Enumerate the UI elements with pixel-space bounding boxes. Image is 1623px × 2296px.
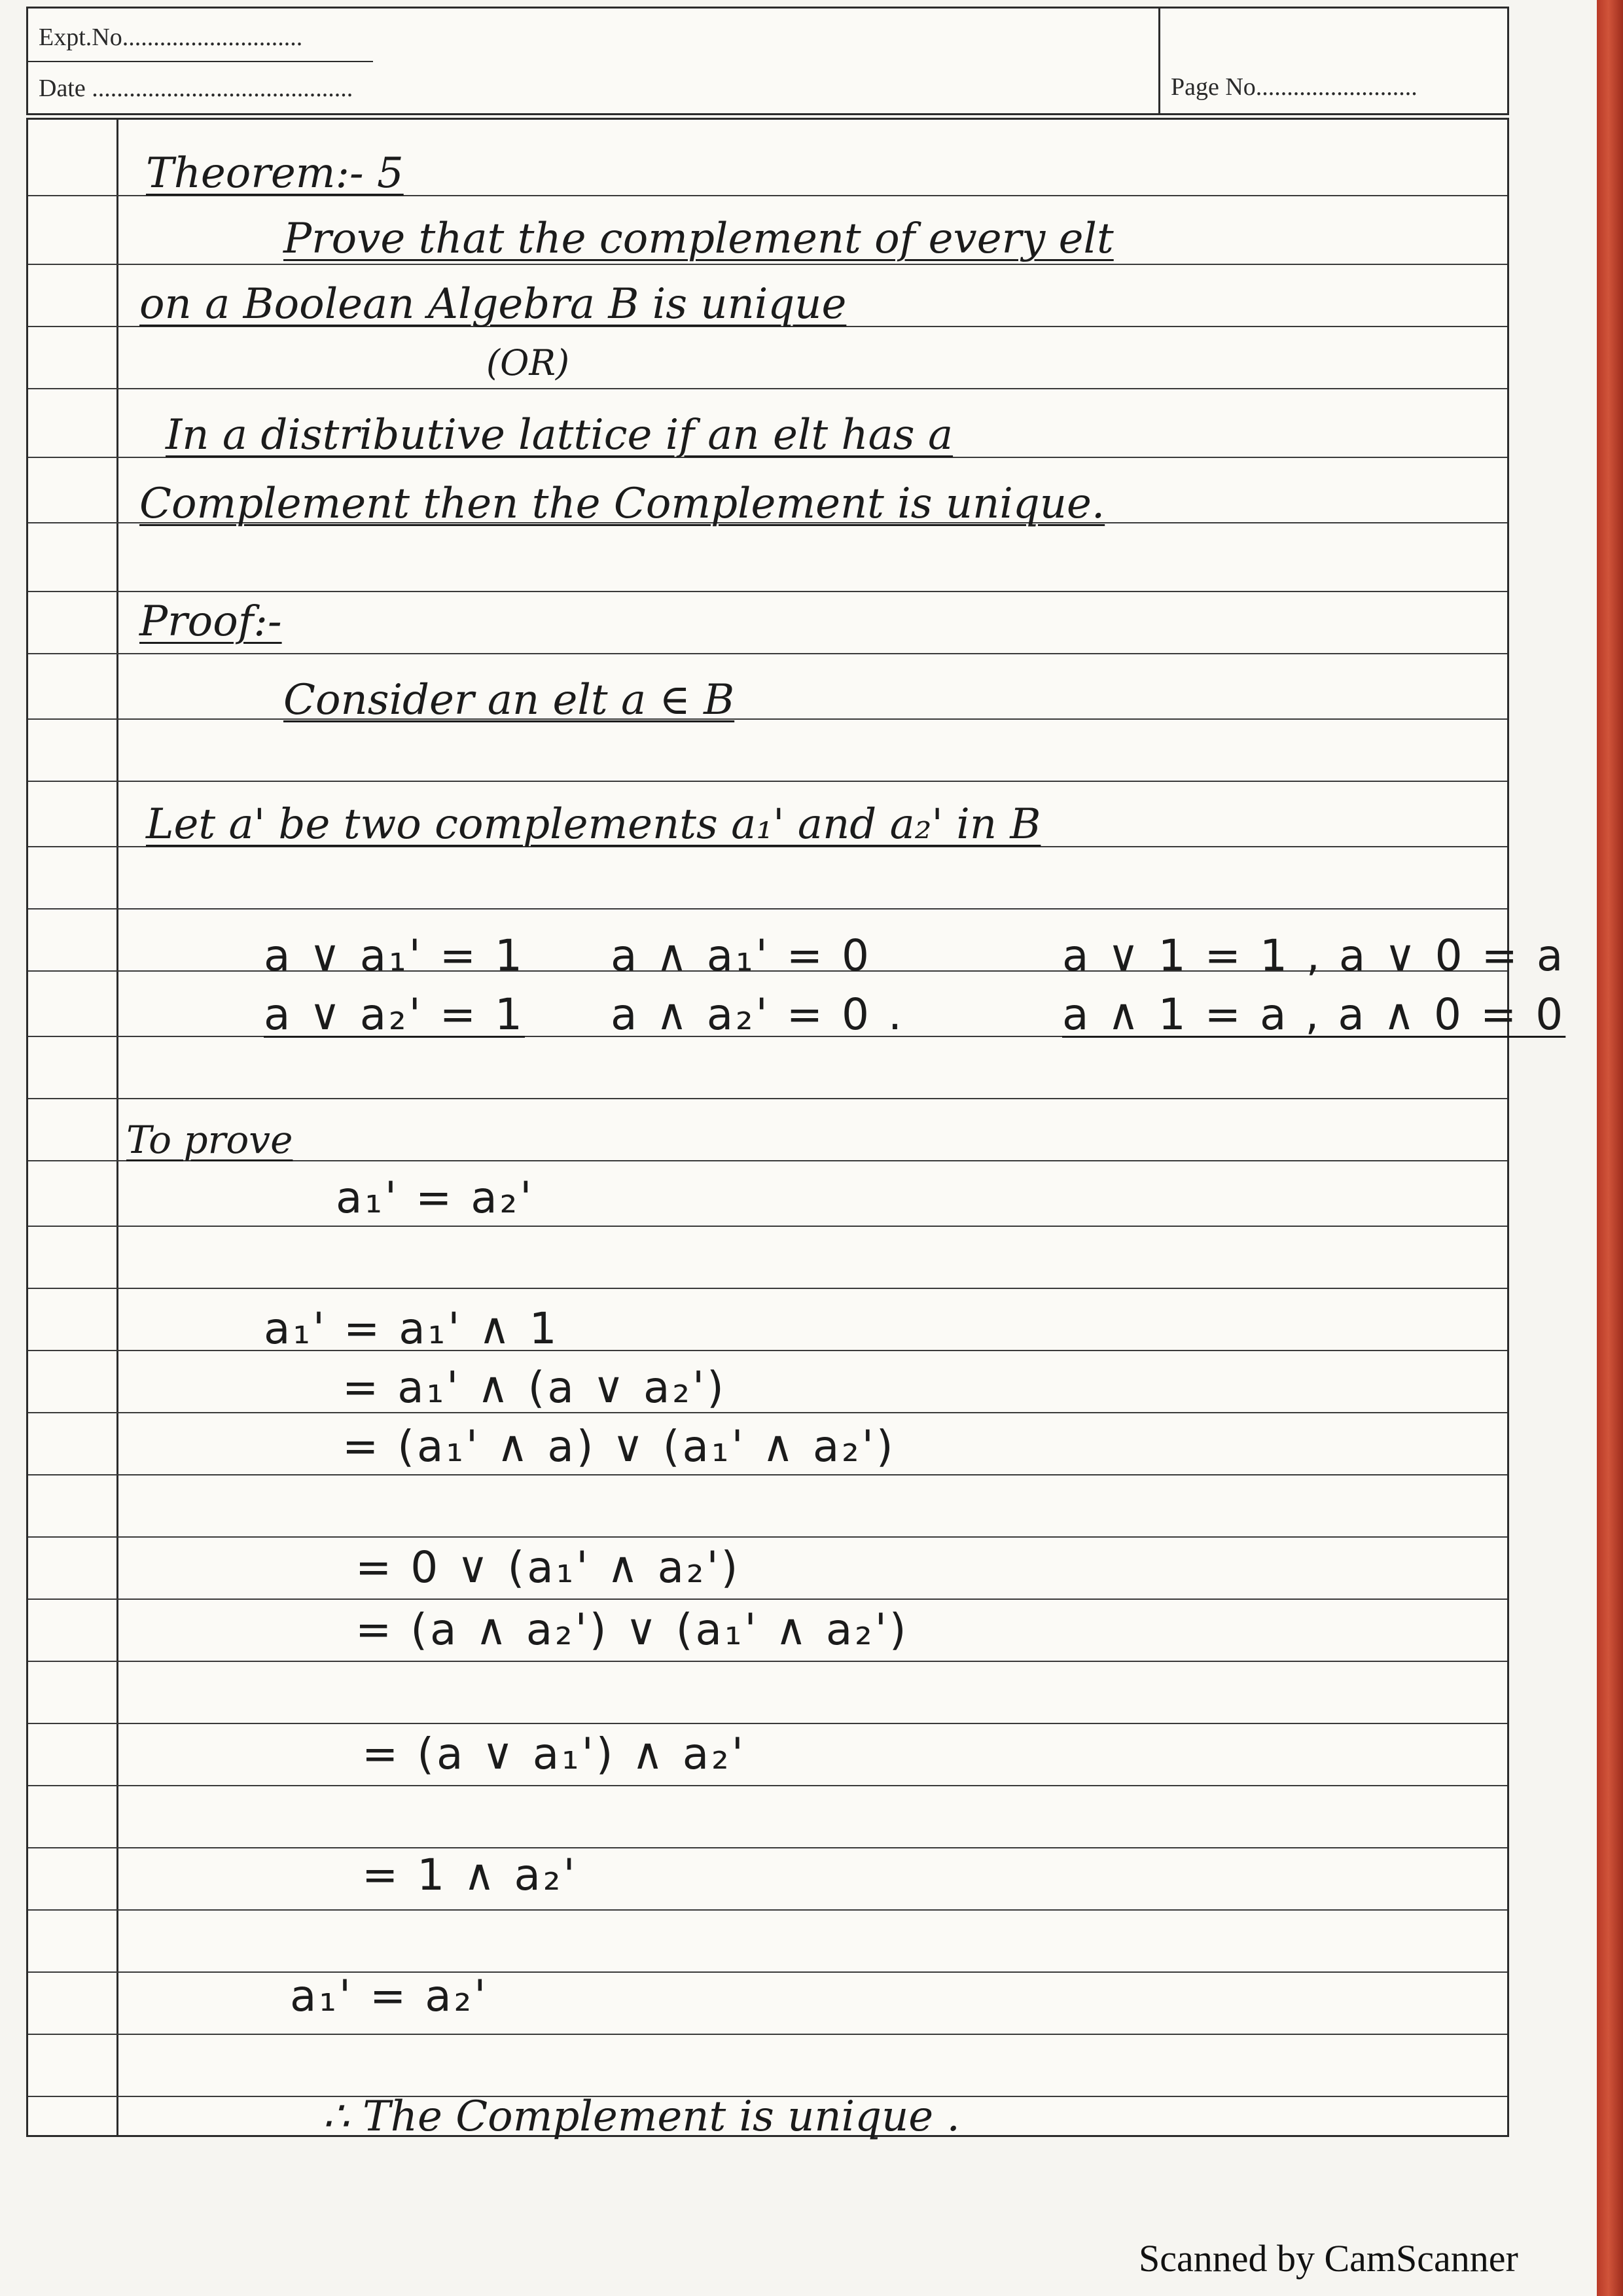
page-edge-decoration: [1597, 0, 1623, 2296]
ruled-line: [28, 1785, 1507, 1786]
consider-line: Consider an elt a ∈ B: [283, 676, 735, 724]
page-no-label: Page No..........................: [1171, 73, 1418, 101]
proof-step-1: a₁' = a₁' ∧ 1: [264, 1303, 560, 1354]
statement2-line-2: Complement then the Complement is unique.: [139, 480, 1105, 528]
ruled-line: [28, 1350, 1507, 1351]
let-line: Let a' be two complements a₁' and a₂' in B: [146, 800, 1041, 849]
ruled-line: [28, 1909, 1507, 1911]
ruled-line: [28, 1536, 1507, 1538]
proof-step-6: = (a ∨ a₁') ∧ a₂': [362, 1729, 746, 1779]
proof-step-2: = a₁' ∧ (a ∨ a₂'): [342, 1362, 726, 1413]
ruled-line: [28, 653, 1507, 654]
ruled-line: [28, 1661, 1507, 1662]
header-divider: [28, 61, 375, 62]
equation-row2-c: a ∧ 1 = a , a ∧ 0 = 0: [1062, 989, 1566, 1040]
camscanner-watermark: Scanned by CamScanner: [1139, 2237, 1518, 2280]
equation-row2-b: a ∧ a₂' = 0 .: [611, 989, 904, 1040]
ruled-line: [28, 1226, 1507, 1227]
header-expt-date-box: [26, 7, 377, 115]
notebook-page: [26, 118, 1566, 2141]
ruled-line: [28, 781, 1507, 782]
proof-step-7: = 1 ∧ a₂': [362, 1850, 578, 1900]
to-prove-equation: a₁' = a₂': [336, 1173, 535, 1223]
ruled-line: [28, 1474, 1507, 1475]
ruled-line: [28, 1723, 1507, 1724]
or-label: (OR): [486, 342, 570, 383]
ruled-line: [28, 2034, 1507, 2035]
theorem-heading: Theorem:- 5: [146, 149, 404, 198]
header-page-box: [1158, 7, 1509, 115]
ruled-line: [28, 908, 1507, 910]
ruled-line: [28, 1288, 1507, 1289]
conclusion-line: ∴ The Complement is unique .: [323, 2093, 960, 2141]
proof-step-8: a₁' = a₂': [290, 1971, 489, 2021]
ruled-line: [28, 264, 1507, 265]
to-prove-label: To prove: [126, 1118, 293, 1162]
equation-row2-a: a ∨ a₂' = 1: [264, 989, 526, 1040]
ruled-line: [28, 591, 1507, 592]
proof-step-3: = (a₁' ∧ a) ∨ (a₁' ∧ a₂'): [342, 1421, 896, 1472]
ruled-line: [28, 718, 1507, 720]
equation-row1-a: a ∨ a₁' = 1: [264, 930, 526, 981]
ruled-line: [28, 1412, 1507, 1413]
expt-no-label: Expt.No.............................: [39, 24, 303, 51]
statement-line-2: on a Boolean Algebra B is unique: [139, 280, 847, 328]
statement2-line-1: In a distributive lattice if an elt has a: [166, 411, 954, 459]
proof-heading: Proof:-: [139, 597, 282, 646]
statement-line-1: Prove that the complement of every elt: [283, 215, 1114, 263]
ruled-line: [28, 1971, 1507, 1973]
date-label: Date ..........................................: [39, 75, 353, 102]
header-middle-box: [373, 7, 1158, 115]
ruled-line: [28, 388, 1507, 389]
equation-row1-b: a ∧ a₁' = 0: [611, 930, 872, 981]
ruled-line: [28, 1598, 1507, 1600]
ruled-line: [28, 1847, 1507, 1848]
proof-step-5: = (a ∧ a₂') ∨ (a₁' ∧ a₂'): [355, 1604, 909, 1655]
ruled-line: [28, 1098, 1507, 1099]
proof-step-4: = 0 ∨ (a₁' ∧ a₂'): [355, 1542, 741, 1593]
equation-row1-c: a ∨ 1 = 1 , a ∨ 0 = a: [1062, 930, 1566, 981]
margin-line: [116, 120, 118, 2135]
